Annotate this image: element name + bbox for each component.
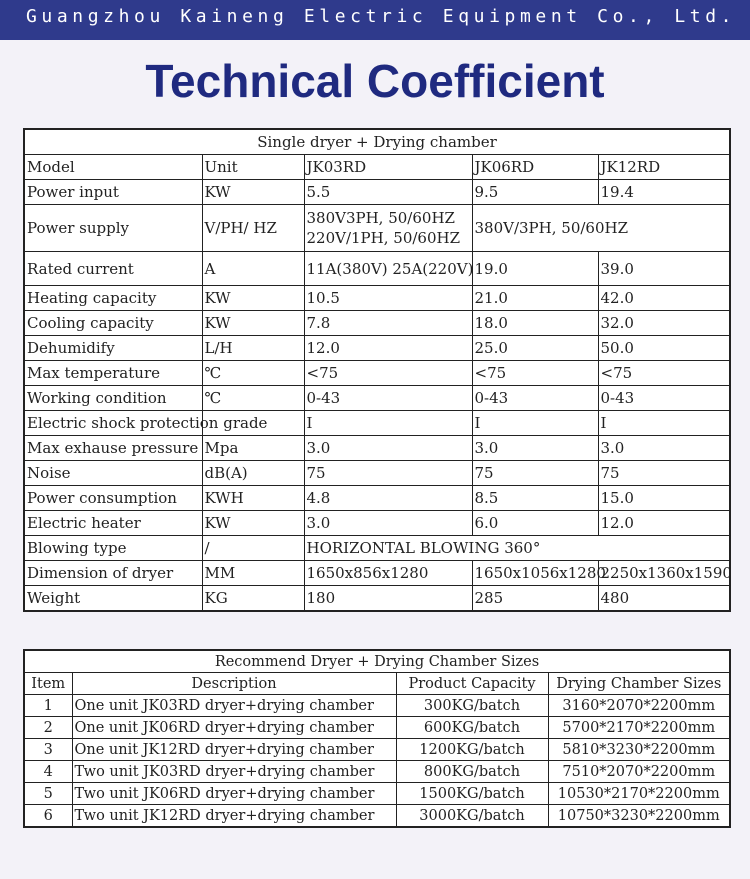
- value-cell: 3.0: [304, 511, 472, 536]
- table-row: [24, 461, 730, 486]
- unit-cell: KWH: [202, 486, 304, 511]
- unit-cell: KW: [202, 180, 304, 205]
- company-name: Guangzhou Kaineng Electric Equipment Co., Ltd.: [26, 6, 737, 27]
- value-cell: 2250x1360x1590: [598, 561, 730, 586]
- param-cell: Power supply: [24, 205, 202, 252]
- param-cell: Dehumidify: [24, 336, 202, 361]
- unit-cell: KW: [202, 311, 304, 336]
- value-cell: 285: [472, 586, 598, 612]
- spec-header-row: [24, 155, 730, 180]
- value-cell: 3.0: [598, 436, 730, 461]
- value-cell: 10.5: [304, 286, 472, 311]
- value-cell: 11A(380V) 25A(220V): [304, 252, 472, 286]
- table-row: [24, 411, 730, 436]
- unit-cell: ℃: [202, 361, 304, 386]
- capacity-cell: 600KG/batch: [396, 717, 548, 739]
- unit-cell: /: [202, 536, 304, 561]
- value-cell: 0-43: [598, 386, 730, 411]
- param-cell: Heating capacity: [24, 286, 202, 311]
- description-cell: Two unit JK06RD dryer+drying chamber: [72, 783, 396, 805]
- table-row: [24, 561, 730, 586]
- capacity-cell: 1500KG/batch: [396, 783, 548, 805]
- recommend-table: [23, 649, 731, 828]
- value-cell: 0-43: [472, 386, 598, 411]
- table-row: [24, 586, 730, 612]
- table-row: [24, 205, 730, 252]
- item-cell: 5: [24, 783, 72, 805]
- value-cell: 21.0: [472, 286, 598, 311]
- unit-cell: MM: [202, 561, 304, 586]
- unit-cell: dB(A): [202, 461, 304, 486]
- size-cell: 5700*2170*2200mm: [548, 717, 730, 739]
- item-cell: 4: [24, 761, 72, 783]
- header-cell: JK12RD: [598, 155, 730, 180]
- value-cell: I: [304, 411, 472, 436]
- value-cell: 18.0: [472, 311, 598, 336]
- value-cell: 75: [472, 461, 598, 486]
- table-row: [24, 783, 730, 805]
- table-row: [24, 761, 730, 783]
- unit-cell: KW: [202, 511, 304, 536]
- table-row: [24, 361, 730, 386]
- param-cell: Max temperature: [24, 361, 202, 386]
- param-cell: Weight: [24, 586, 202, 612]
- spec-table: [23, 128, 731, 612]
- table-row: [24, 252, 730, 286]
- value-cell: 1650x1056x1280: [472, 561, 598, 586]
- table-row: [24, 311, 730, 336]
- value-cell: HORIZONTAL BLOWING 360°: [304, 536, 730, 561]
- value-cell: 12.0: [304, 336, 472, 361]
- description-cell: Two unit JK12RD dryer+drying chamber: [72, 805, 396, 828]
- table-row: [24, 180, 730, 205]
- unit-cell: ℃: [202, 386, 304, 411]
- size-cell: 7510*2070*2200mm: [548, 761, 730, 783]
- value-cell: 75: [304, 461, 472, 486]
- value-cell: 4.8: [304, 486, 472, 511]
- page-title: Technical Coefficient: [145, 55, 605, 107]
- param-cell: Max exhause pressure: [24, 436, 202, 461]
- item-cell: 1: [24, 695, 72, 717]
- param-cell: Cooling capacity: [24, 311, 202, 336]
- param-cell: Blowing type: [24, 536, 202, 561]
- header-cell: Model: [24, 155, 202, 180]
- value-cell: I: [598, 411, 730, 436]
- table-row: [24, 336, 730, 361]
- header-cell: Unit: [202, 155, 304, 180]
- value-cell: 1650x856x1280: [304, 561, 472, 586]
- value-cell: 180: [304, 586, 472, 612]
- value-line: 220V/1PH, 50/60HZ: [306, 229, 461, 247]
- value-cell: 9.5: [472, 180, 598, 205]
- unit-cell: V/PH/ HZ: [202, 205, 304, 252]
- header-bar: [0, 0, 750, 40]
- value-cell: 42.0: [598, 286, 730, 311]
- description-cell: One unit JK12RD dryer+drying chamber: [72, 739, 396, 761]
- value-cell: 3.0: [472, 436, 598, 461]
- value-cell: 15.0: [598, 486, 730, 511]
- header-cell: Item: [24, 673, 72, 695]
- size-cell: 10750*3230*2200mm: [548, 805, 730, 828]
- param-cell: Dimension of dryer: [24, 561, 202, 586]
- value-cell: 50.0: [598, 336, 730, 361]
- recommend-table-caption: Recommend Dryer + Drying Chamber Sizes: [24, 650, 730, 673]
- table-row: [24, 805, 730, 828]
- param-cell: Power consumption: [24, 486, 202, 511]
- description-cell: One unit JK03RD dryer+drying chamber: [72, 695, 396, 717]
- size-cell: 10530*2170*2200mm: [548, 783, 730, 805]
- unit-cell: KW: [202, 286, 304, 311]
- table-row: [24, 739, 730, 761]
- unit-cell: A: [202, 252, 304, 286]
- value-cell: 6.0: [472, 511, 598, 536]
- value-cell: [304, 205, 472, 252]
- value-cell: 75: [598, 461, 730, 486]
- param-cell: Electric shock protection grade: [24, 411, 202, 436]
- value-cell: 19.4: [598, 180, 730, 205]
- param-cell: Rated current: [24, 252, 202, 286]
- description-cell: One unit JK06RD dryer+drying chamber: [72, 717, 396, 739]
- capacity-cell: 800KG/batch: [396, 761, 548, 783]
- table-row: [24, 386, 730, 411]
- value-cell: 39.0: [598, 252, 730, 286]
- item-cell: 3: [24, 739, 72, 761]
- value-cell: 25.0: [472, 336, 598, 361]
- value-cell: 3.0: [304, 436, 472, 461]
- header-cell: Product Capacity: [396, 673, 548, 695]
- size-cell: 5810*3230*2200mm: [548, 739, 730, 761]
- value-cell: 32.0: [598, 311, 730, 336]
- item-cell: 2: [24, 717, 72, 739]
- item-cell: 6: [24, 805, 72, 828]
- capacity-cell: 300KG/batch: [396, 695, 548, 717]
- value-cell: 5.5: [304, 180, 472, 205]
- capacity-cell: 1200KG/batch: [396, 739, 548, 761]
- value-cell: 12.0: [598, 511, 730, 536]
- param-cell: Working condition: [24, 386, 202, 411]
- unit-cell: L/H: [202, 336, 304, 361]
- value-line: 380V3PH, 50/60HZ: [306, 209, 455, 227]
- header-cell: Description: [72, 673, 396, 695]
- description-cell: Two unit JK03RD dryer+drying chamber: [72, 761, 396, 783]
- value-cell: 380V/3PH, 50/60HZ: [472, 205, 730, 252]
- value-cell: 19.0: [472, 252, 598, 286]
- table-row: [24, 511, 730, 536]
- value-cell: I: [472, 411, 598, 436]
- value-cell: 0-43: [304, 386, 472, 411]
- capacity-cell: 3000KG/batch: [396, 805, 548, 828]
- size-cell: 3160*2070*2200mm: [548, 695, 730, 717]
- header-cell: JK03RD: [304, 155, 472, 180]
- header-cell: JK06RD: [472, 155, 598, 180]
- unit-cell: Mpa: [202, 436, 304, 461]
- value-cell: <75: [304, 361, 472, 386]
- unit-cell: KG: [202, 586, 304, 612]
- value-cell: 480: [598, 586, 730, 612]
- table-row: [24, 717, 730, 739]
- table-row: [24, 695, 730, 717]
- recommend-header-row: [24, 673, 730, 695]
- param-cell: Noise: [24, 461, 202, 486]
- value-cell: <75: [598, 361, 730, 386]
- value-cell: 8.5: [472, 486, 598, 511]
- param-cell: Electric heater: [24, 511, 202, 536]
- table-row: [24, 436, 730, 461]
- header-cell: Drying Chamber Sizes: [548, 673, 730, 695]
- table-row: [24, 486, 730, 511]
- param-cell: Power input: [24, 180, 202, 205]
- table-row: [24, 286, 730, 311]
- value-cell: 7.8: [304, 311, 472, 336]
- spec-table-caption: Single dryer + Drying chamber: [24, 129, 730, 155]
- table-row: [24, 536, 730, 561]
- value-cell: <75: [472, 361, 598, 386]
